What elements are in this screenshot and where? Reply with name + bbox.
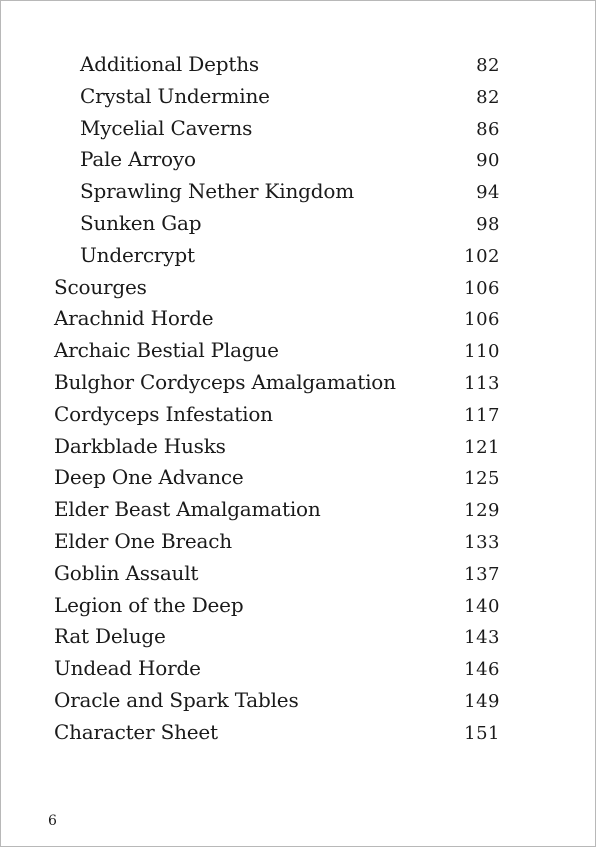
toc-entry[interactable] [54,590,500,622]
toc-entry[interactable] [54,558,500,590]
toc-entry-page: 106 [464,309,500,331]
toc-entry-title: Elder Beast Amalgamation [54,497,321,522]
toc-entry[interactable] [54,240,500,272]
toc-entry-page: 106 [464,277,500,299]
toc-entry-title: Character Sheet [54,719,218,744]
toc-entry-title: Arachnid Horde [54,306,214,331]
toc-entry-title: Sprawling Nether Kingdom [80,179,354,204]
toc-entry-page: 113 [464,372,500,394]
toc-entry-page: 121 [464,436,500,458]
table-of-contents [54,49,500,749]
toc-entry-page: 137 [464,563,500,585]
toc-entry[interactable] [54,653,500,685]
toc-entry-title: Sunken Gap [80,210,202,235]
toc-entry-title: Crystal Undermine [80,83,270,108]
toc-entry-title: Undercrypt [80,242,195,267]
toc-entry-title: Goblin Assault [54,560,199,585]
toc-entry-page: 143 [464,627,500,649]
toc-entry-title: Undead Horde [54,656,201,681]
toc-entry-title: Deep One Advance [54,465,244,490]
toc-entry-title: Rat Deluge [54,624,166,649]
toc-entry[interactable] [54,208,500,240]
toc-entry[interactable] [54,685,500,717]
toc-entry[interactable] [54,176,500,208]
toc-entry-title: Archaic Bestial Plague [54,338,279,363]
toc-entry[interactable] [54,526,500,558]
toc-entry[interactable] [54,144,500,176]
toc-entry-page: 149 [464,690,500,712]
toc-entry-page: 110 [464,341,500,363]
toc-entry-page: 86 [476,118,500,140]
toc-entry-page: 140 [464,595,500,617]
toc-entry-page: 82 [476,55,500,76]
toc-entry[interactable] [54,462,500,494]
toc-entry[interactable] [54,113,500,145]
toc-entry-title: Scourges [54,274,147,299]
toc-entry-page: 117 [464,404,500,426]
toc-entry-page: 102 [464,245,500,267]
toc-entry[interactable] [54,399,500,431]
toc-entry-title: Pale Arroyo [80,147,196,172]
toc-entry[interactable] [54,494,500,526]
toc-entry-title: Cordyceps Infestation [54,401,273,426]
toc-entry-page: 146 [464,659,500,681]
toc-entry[interactable] [54,717,500,749]
toc-entry-title: Additional Depths [80,52,259,76]
toc-entry-title: Elder One Breach [54,528,232,553]
toc-entry-page: 129 [464,500,500,522]
toc-entry-page: 94 [476,182,500,204]
toc-entry[interactable] [54,367,500,399]
toc-entry[interactable] [54,49,500,81]
toc-entry-page: 82 [476,86,500,108]
toc-entry-page: 90 [476,150,500,172]
toc-entry[interactable] [54,81,500,113]
toc-entry[interactable] [54,431,500,463]
toc-entry-title: Bulghor Cordyceps Amalgamation [54,369,396,394]
toc-entry-title: Legion of the Deep [54,592,244,617]
toc-entry[interactable] [54,335,500,367]
page-number: 6 [48,813,57,829]
toc-entry[interactable] [54,303,500,335]
toc-entry[interactable] [54,621,500,653]
toc-entry-page: 125 [464,468,500,490]
toc-entry-page: 133 [464,531,500,553]
toc-entry-page: 98 [476,213,500,235]
toc-entry-title: Mycelial Caverns [80,115,253,140]
toc-entry[interactable] [54,272,500,304]
toc-entry-title: Oracle and Spark Tables [54,687,299,712]
toc-entry-title: Darkblade Husks [54,433,226,458]
toc-entry-page: 151 [464,722,500,744]
